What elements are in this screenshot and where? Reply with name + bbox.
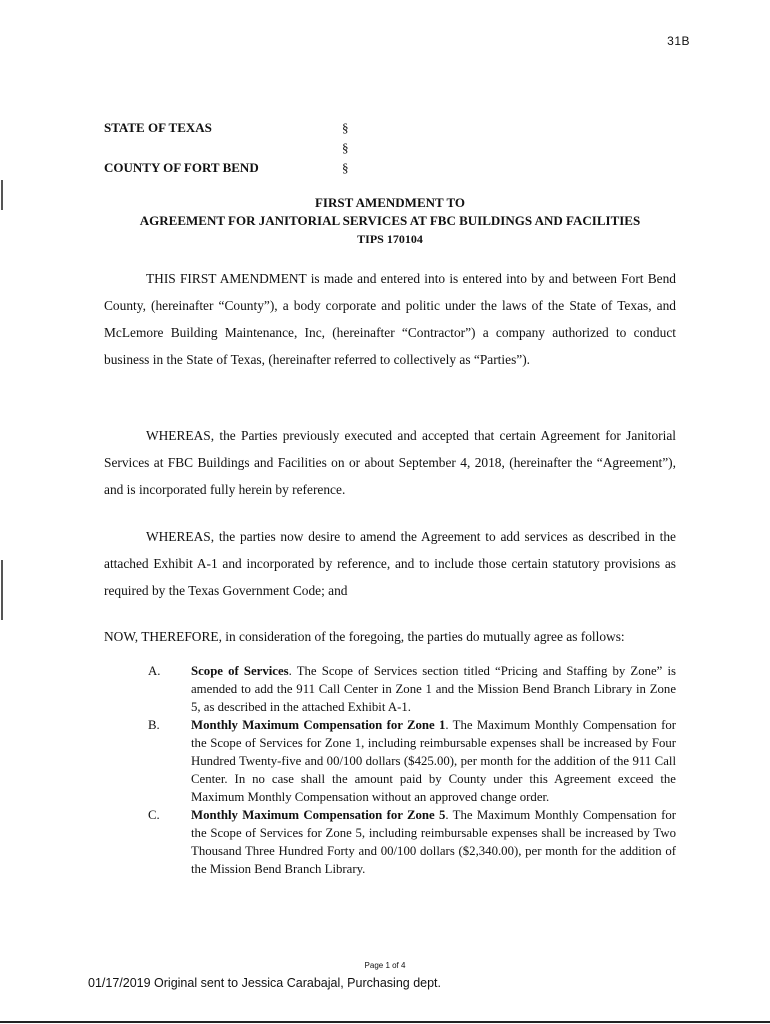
title-line-1: FIRST AMENDMENT TO [314, 195, 466, 210]
scan-artifact [1, 180, 3, 210]
whereas-paragraph-1: WHEREAS, the Parties previously executed and accepted that certain Agreement for Janitorial Services at FBC Buildings and Facilities on or about September 4, 2018, (hereinafter the “Agreement”), and is incorporated fully herein by reference. [104, 428, 676, 497]
item-heading: Monthly Maximum Compensation for Zone 1 [191, 718, 446, 732]
item-letter: B. [148, 718, 160, 732]
intro-paragraph: THIS FIRST AMENDMENT is made and entered into is entered into by and between Fort Bend County, (hereinafter “County”), a body corporate and politic under the laws of the State of Texas, and McLemore Building Maintenance, Inc, (hereinafter “Contractor”) a company authorized to conduct business in the State of Texas, (hereinafter referred to collectively as “Parties”). [104, 271, 676, 367]
item-body [191, 662, 676, 716]
item-body [191, 716, 676, 806]
whereas-paragraph-2: WHEREAS, the parties now desire to amend the Agreement to add services as described in the attached Exhibit A-1 and incorporated by reference, and to include those certain statutory provisions as required by the Texas Government Code; and [104, 529, 676, 598]
item-heading: Monthly Maximum Compensation for Zone 5 [191, 808, 446, 822]
now-therefore-text: NOW, THEREFORE, in consideration of the foregoing, the parties do mutually agree as follows: [104, 629, 625, 644]
list-item [104, 716, 676, 806]
section-symbol: § [342, 160, 349, 175]
item-body [191, 806, 676, 878]
section-symbol: § [342, 120, 349, 135]
scan-artifact [1, 560, 3, 620]
title-line-3: TIPS 170104 [357, 232, 423, 246]
venue-caption [104, 118, 404, 178]
page-edge-line [0, 1021, 770, 1023]
state-label: STATE OF TEXAS [104, 120, 212, 135]
footer-annotation: 01/17/2019 Original sent to Jessica Carabajal, Purchasing dept. [88, 976, 441, 990]
now-therefore-paragraph [104, 623, 676, 650]
item-heading: Scope of Services [191, 664, 289, 678]
item-letter: A. [148, 664, 161, 678]
page-code: 31B [667, 34, 690, 48]
list-item [104, 662, 676, 716]
item-letter: C. [148, 808, 160, 822]
page-footer-number: Page 1 of 4 [364, 961, 406, 970]
caption-row-county [104, 158, 404, 178]
title-line-2: AGREEMENT FOR JANITORIAL SERVICES AT FBC BUILDINGS AND FACILITIES [139, 213, 641, 228]
item-text: . The Maximum Monthly Compensation for the Scope of Services for Zone 5, including reimbursable expenses shall be increased by Two Thousand Three Hundred Forty and 00/100 dollars ($2,340.00), per month for the addition of the Mission Bend Branch Library. [191, 808, 676, 876]
item-text: . The Maximum Monthly Compensation for the Scope of Services for Zone 1, including reimbursable expenses shall be increased by Four Hundred Twenty-five and 00/100 dollars ($425.00), per month for the addition of the 911 Call Center. In no case shall the amount paid by County under this Agreement exceed the Maximum Monthly Compensation without an approved change order. [191, 718, 676, 804]
caption-row-middle [104, 138, 404, 158]
document-title [60, 194, 720, 248]
list-item [104, 806, 676, 878]
item-text: . The Scope of Services section titled “Pricing and Staffing by Zone” is amended to add the 911 Call Center in Zone 1 and the Mission Bend Branch Library in Zone 5, as described in the attached Exhibit A-1. [191, 664, 676, 714]
caption-row-state [104, 118, 404, 138]
county-label: COUNTY OF FORT BEND [104, 160, 259, 175]
section-symbol: § [342, 140, 349, 155]
amendment-items [104, 662, 676, 878]
